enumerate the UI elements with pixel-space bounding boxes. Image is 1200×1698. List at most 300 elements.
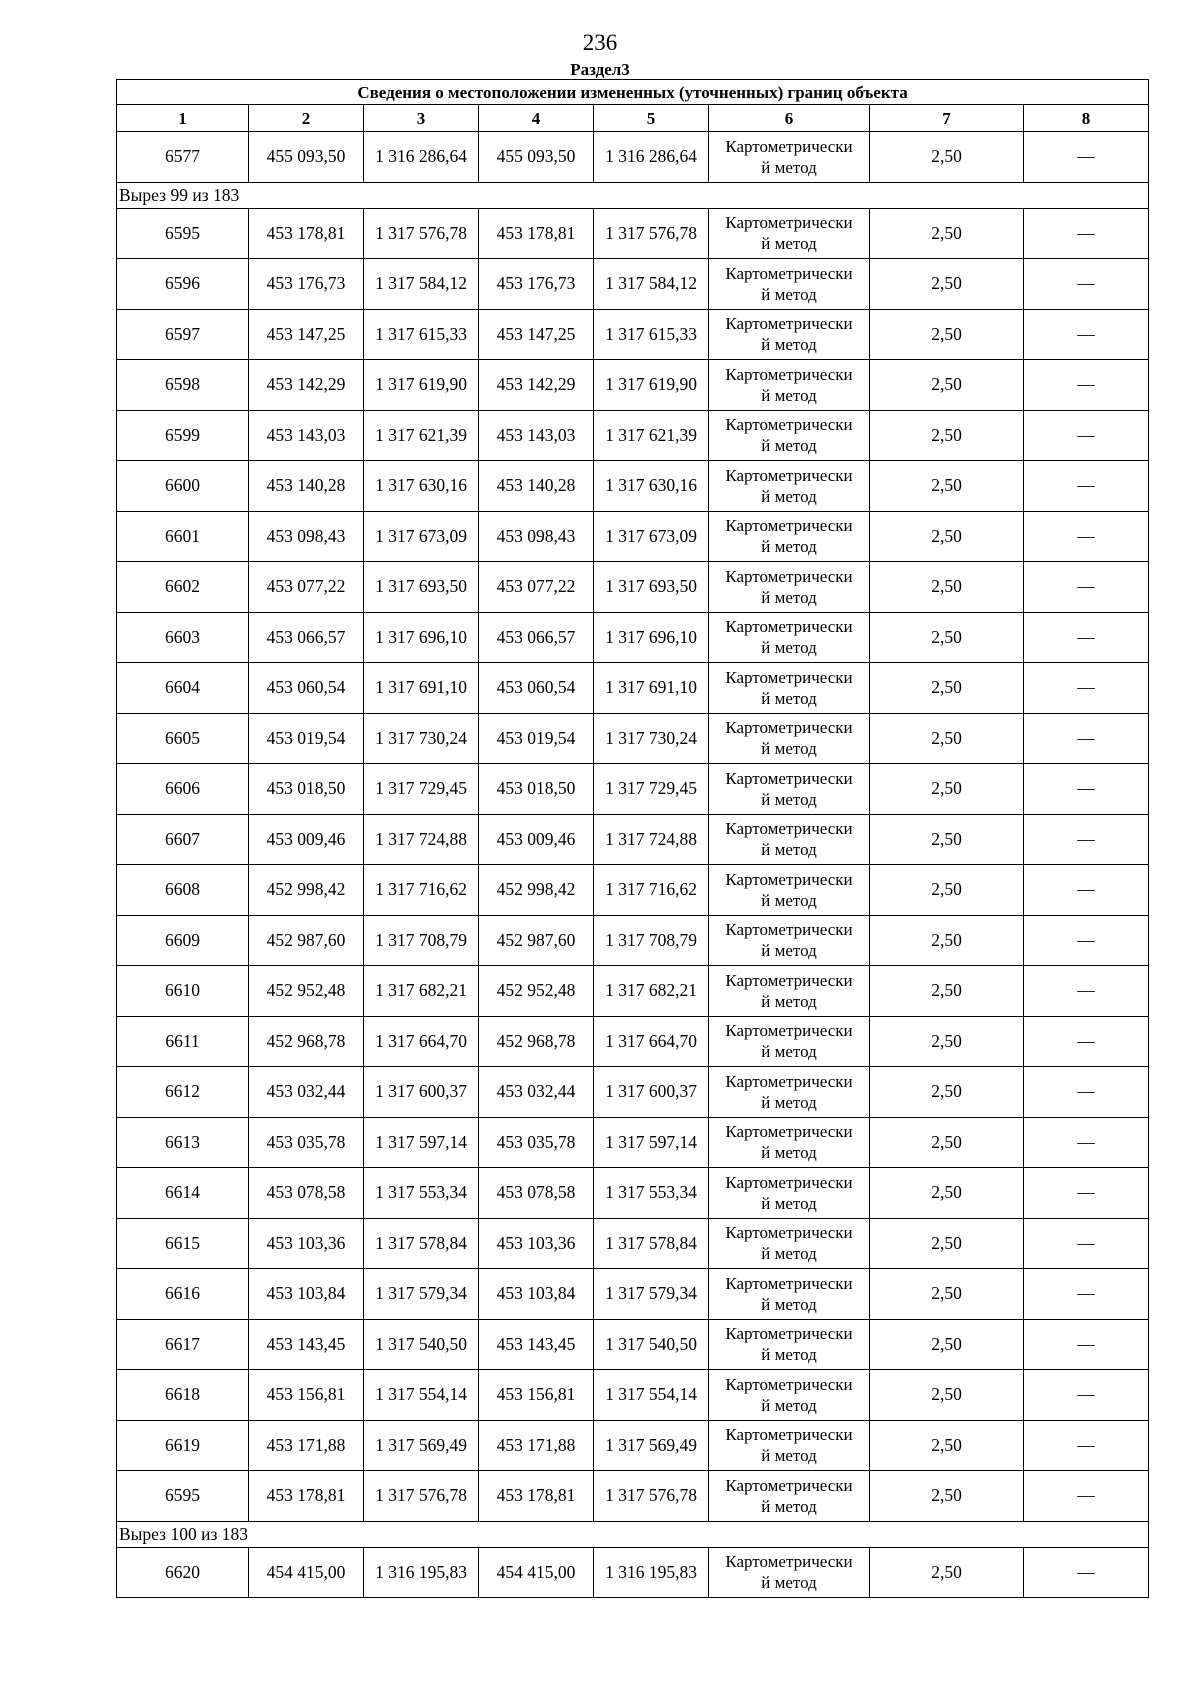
accuracy-cell: 2,50	[870, 132, 1024, 183]
method-text-line: Картометрически	[725, 136, 853, 156]
method-text-line: Картометрически	[725, 667, 853, 687]
method-text-line: й метод	[761, 1193, 817, 1213]
note-cell: —	[1024, 208, 1149, 259]
point-number-cell: 6612	[117, 1067, 249, 1118]
method-cell	[709, 1168, 870, 1219]
y-refined-cell: 1 317 621,39	[594, 410, 709, 461]
y-refined-cell: 1 316 286,64	[594, 132, 709, 183]
accuracy-cell: 2,50	[870, 562, 1024, 613]
method-cell	[709, 764, 870, 815]
point-number-cell: 6609	[117, 915, 249, 966]
table-row	[117, 410, 1149, 461]
table-row	[117, 1319, 1149, 1370]
table-row	[117, 1168, 1149, 1219]
x-refined-cell: 453 103,84	[479, 1269, 594, 1320]
accuracy-cell: 2,50	[870, 966, 1024, 1017]
table-row	[117, 259, 1149, 310]
y-existing-cell: 1 317 615,33	[364, 309, 479, 360]
method-cell	[709, 1269, 870, 1320]
y-existing-cell: 1 317 576,78	[364, 208, 479, 259]
note-cell: —	[1024, 360, 1149, 411]
method-cell	[709, 713, 870, 764]
x-existing-cell: 453 098,43	[249, 511, 364, 562]
y-existing-cell: 1 317 554,14	[364, 1370, 479, 1421]
x-refined-cell: 453 142,29	[479, 360, 594, 411]
point-number-cell: 6601	[117, 511, 249, 562]
x-existing-cell: 453 176,73	[249, 259, 364, 310]
accuracy-cell: 2,50	[870, 1218, 1024, 1269]
y-existing-cell: 1 317 540,50	[364, 1319, 479, 1370]
method-cell	[709, 562, 870, 613]
method-text-line: й метод	[761, 991, 817, 1011]
x-refined-cell: 452 952,48	[479, 966, 594, 1017]
x-existing-cell: 453 143,03	[249, 410, 364, 461]
note-cell: —	[1024, 865, 1149, 916]
point-number-cell: 6607	[117, 814, 249, 865]
point-number-cell: 6596	[117, 259, 249, 310]
y-refined-cell: 1 317 691,10	[594, 663, 709, 714]
y-refined-cell: 1 317 664,70	[594, 1016, 709, 1067]
method-text-line: й метод	[761, 587, 817, 607]
accuracy-cell: 2,50	[870, 1547, 1024, 1598]
method-text-line: Картометрически	[725, 1425, 853, 1445]
accuracy-cell: 2,50	[870, 461, 1024, 512]
method-cell	[709, 309, 870, 360]
y-refined-cell: 1 317 597,14	[594, 1117, 709, 1168]
point-number-cell: 6619	[117, 1420, 249, 1471]
method-text-line: Картометрически	[725, 768, 853, 788]
y-existing-cell: 1 316 195,83	[364, 1547, 479, 1598]
table-row	[117, 1471, 1149, 1522]
point-number-cell: 6613	[117, 1117, 249, 1168]
method-text-line: й метод	[761, 157, 817, 177]
note-cell: —	[1024, 713, 1149, 764]
table-caption-row	[117, 80, 1149, 105]
cutout-label: Вырез 99 из 183	[117, 182, 1149, 208]
method-cell	[709, 511, 870, 562]
method-cell	[709, 612, 870, 663]
point-number-cell: 6620	[117, 1547, 249, 1598]
y-refined-cell: 1 317 693,50	[594, 562, 709, 613]
x-refined-cell: 453 147,25	[479, 309, 594, 360]
x-existing-cell: 453 035,78	[249, 1117, 364, 1168]
x-refined-cell: 453 178,81	[479, 208, 594, 259]
x-existing-cell: 453 078,58	[249, 1168, 364, 1219]
point-number-cell: 6614	[117, 1168, 249, 1219]
method-text-line: Картометрически	[725, 970, 853, 990]
x-refined-cell: 455 093,50	[479, 132, 594, 183]
x-existing-cell: 453 178,81	[249, 208, 364, 259]
note-cell: —	[1024, 966, 1149, 1017]
y-existing-cell: 1 317 693,50	[364, 562, 479, 613]
table-row	[117, 865, 1149, 916]
note-cell: —	[1024, 132, 1149, 183]
column-number: 5	[594, 105, 709, 132]
point-number-cell: 6595	[117, 1471, 249, 1522]
method-text-line: й метод	[761, 1092, 817, 1112]
table-row	[117, 915, 1149, 966]
note-cell: —	[1024, 511, 1149, 562]
y-existing-cell: 1 317 621,39	[364, 410, 479, 461]
x-refined-cell: 453 103,36	[479, 1218, 594, 1269]
y-refined-cell: 1 317 724,88	[594, 814, 709, 865]
y-existing-cell: 1 317 600,37	[364, 1067, 479, 1118]
accuracy-cell: 2,50	[870, 208, 1024, 259]
y-refined-cell: 1 317 600,37	[594, 1067, 709, 1118]
table-row	[117, 713, 1149, 764]
table-row	[117, 1269, 1149, 1320]
method-cell	[709, 1218, 870, 1269]
method-cell	[709, 1420, 870, 1471]
y-existing-cell: 1 317 664,70	[364, 1016, 479, 1067]
method-text-line: й метод	[761, 1395, 817, 1415]
x-existing-cell: 452 998,42	[249, 865, 364, 916]
method-text-line: й метод	[761, 486, 817, 506]
x-existing-cell: 453 178,81	[249, 1471, 364, 1522]
method-text-line: Картометрически	[725, 920, 853, 940]
accuracy-cell: 2,50	[870, 309, 1024, 360]
column-number-row	[117, 105, 1149, 132]
accuracy-cell: 2,50	[870, 865, 1024, 916]
note-cell: —	[1024, 1117, 1149, 1168]
y-refined-cell: 1 317 682,21	[594, 966, 709, 1017]
y-existing-cell: 1 317 569,49	[364, 1420, 479, 1471]
point-number-cell: 6604	[117, 663, 249, 714]
accuracy-cell: 2,50	[870, 1117, 1024, 1168]
method-text-line: Картометрически	[725, 1475, 853, 1495]
x-refined-cell: 452 987,60	[479, 915, 594, 966]
x-existing-cell: 452 987,60	[249, 915, 364, 966]
note-cell: —	[1024, 309, 1149, 360]
x-existing-cell: 453 171,88	[249, 1420, 364, 1471]
method-cell	[709, 966, 870, 1017]
method-text-line: й метод	[761, 638, 817, 658]
method-text-line: Картометрически	[725, 1021, 853, 1041]
method-text-line: й метод	[761, 1446, 817, 1466]
method-text-line: Картометрически	[725, 819, 853, 839]
method-text-line: Картометрически	[725, 1324, 853, 1344]
method-cell	[709, 208, 870, 259]
method-cell	[709, 1117, 870, 1168]
x-refined-cell: 453 143,45	[479, 1319, 594, 1370]
accuracy-cell: 2,50	[870, 814, 1024, 865]
table-row	[117, 612, 1149, 663]
method-text-line: й метод	[761, 739, 817, 759]
accuracy-cell: 2,50	[870, 1168, 1024, 1219]
cutout-label: Вырез 100 из 183	[117, 1521, 1149, 1547]
method-cell	[709, 915, 870, 966]
accuracy-cell: 2,50	[870, 1067, 1024, 1118]
method-text-line: Картометрически	[725, 213, 853, 233]
point-number-cell: 6616	[117, 1269, 249, 1320]
point-number-cell: 6615	[117, 1218, 249, 1269]
y-existing-cell: 1 317 597,14	[364, 1117, 479, 1168]
x-refined-cell: 453 140,28	[479, 461, 594, 512]
accuracy-cell: 2,50	[870, 410, 1024, 461]
note-cell: —	[1024, 814, 1149, 865]
y-existing-cell: 1 317 682,21	[364, 966, 479, 1017]
y-existing-cell: 1 317 584,12	[364, 259, 479, 310]
note-cell: —	[1024, 1168, 1149, 1219]
x-existing-cell: 452 968,78	[249, 1016, 364, 1067]
table-row	[117, 1370, 1149, 1421]
method-cell	[709, 1319, 870, 1370]
method-text-line: Картометрически	[725, 617, 853, 637]
method-text-line: Картометрически	[725, 1273, 853, 1293]
table-row	[117, 764, 1149, 815]
method-text-line: й метод	[761, 688, 817, 708]
note-cell: —	[1024, 1370, 1149, 1421]
column-number: 6	[709, 105, 870, 132]
x-refined-cell: 453 019,54	[479, 713, 594, 764]
point-number-cell: 6618	[117, 1370, 249, 1421]
point-number-cell: 6600	[117, 461, 249, 512]
accuracy-cell: 2,50	[870, 612, 1024, 663]
method-text-line: й метод	[761, 1042, 817, 1062]
note-cell: —	[1024, 1319, 1149, 1370]
accuracy-cell: 2,50	[870, 713, 1024, 764]
column-number: 4	[479, 105, 594, 132]
method-text-line: Картометрически	[725, 1172, 853, 1192]
accuracy-cell: 2,50	[870, 1269, 1024, 1320]
y-refined-cell: 1 316 195,83	[594, 1547, 709, 1598]
column-number: 1	[117, 105, 249, 132]
method-text-line: Картометрически	[725, 364, 853, 384]
x-existing-cell: 453 143,45	[249, 1319, 364, 1370]
y-existing-cell: 1 317 691,10	[364, 663, 479, 714]
page-number: 236	[582, 30, 618, 55]
y-refined-cell: 1 317 576,78	[594, 1471, 709, 1522]
cutout-row	[117, 182, 1149, 208]
table-row	[117, 562, 1149, 613]
y-existing-cell: 1 317 619,90	[364, 360, 479, 411]
point-number-cell: 6610	[117, 966, 249, 1017]
table-row	[117, 208, 1149, 259]
method-cell	[709, 1547, 870, 1598]
accuracy-cell: 2,50	[870, 1319, 1024, 1370]
y-refined-cell: 1 317 708,79	[594, 915, 709, 966]
x-refined-cell: 453 178,81	[479, 1471, 594, 1522]
method-text-line: Картометрически	[725, 516, 853, 536]
table-row	[117, 1420, 1149, 1471]
y-existing-cell: 1 317 729,45	[364, 764, 479, 815]
method-cell	[709, 814, 870, 865]
method-cell	[709, 360, 870, 411]
y-existing-cell: 1 316 286,64	[364, 132, 479, 183]
x-refined-cell: 453 035,78	[479, 1117, 594, 1168]
method-text-line: Картометрически	[725, 1223, 853, 1243]
section-title: Раздел3	[570, 60, 630, 79]
method-text-line: Картометрически	[725, 869, 853, 889]
y-refined-cell: 1 317 579,34	[594, 1269, 709, 1320]
y-refined-cell: 1 317 576,78	[594, 208, 709, 259]
y-refined-cell: 1 317 569,49	[594, 1420, 709, 1471]
x-refined-cell: 453 156,81	[479, 1370, 594, 1421]
x-existing-cell: 453 140,28	[249, 461, 364, 512]
x-existing-cell: 453 103,84	[249, 1269, 364, 1320]
table-row	[117, 309, 1149, 360]
note-cell: —	[1024, 410, 1149, 461]
point-number-cell: 6595	[117, 208, 249, 259]
method-text-line: й метод	[761, 1345, 817, 1365]
method-cell	[709, 461, 870, 512]
method-text-line: й метод	[761, 840, 817, 860]
point-number-cell: 6577	[117, 132, 249, 183]
x-existing-cell: 453 009,46	[249, 814, 364, 865]
y-refined-cell: 1 317 696,10	[594, 612, 709, 663]
y-existing-cell: 1 317 696,10	[364, 612, 479, 663]
note-cell: —	[1024, 1471, 1149, 1522]
method-text-line: Картометрически	[725, 415, 853, 435]
method-text-line: Картометрически	[725, 465, 853, 485]
x-existing-cell: 454 415,00	[249, 1547, 364, 1598]
method-text-line: й метод	[761, 1294, 817, 1314]
y-existing-cell: 1 317 553,34	[364, 1168, 479, 1219]
method-text-line: й метод	[761, 789, 817, 809]
method-text-line: й метод	[761, 335, 817, 355]
method-text-line: й метод	[761, 537, 817, 557]
accuracy-cell: 2,50	[870, 663, 1024, 714]
y-existing-cell: 1 317 579,34	[364, 1269, 479, 1320]
point-number-cell: 6608	[117, 865, 249, 916]
column-number: 3	[364, 105, 479, 132]
y-refined-cell: 1 317 578,84	[594, 1218, 709, 1269]
x-refined-cell: 452 998,42	[479, 865, 594, 916]
method-text-line: Картометрически	[725, 1374, 853, 1394]
note-cell: —	[1024, 612, 1149, 663]
method-text-line: Картометрически	[725, 718, 853, 738]
x-existing-cell: 453 077,22	[249, 562, 364, 613]
method-cell	[709, 1370, 870, 1421]
method-cell	[709, 1471, 870, 1522]
y-existing-cell: 1 317 578,84	[364, 1218, 479, 1269]
point-number-cell: 6605	[117, 713, 249, 764]
accuracy-cell: 2,50	[870, 1370, 1024, 1421]
x-refined-cell: 454 415,00	[479, 1547, 594, 1598]
y-refined-cell: 1 317 584,12	[594, 259, 709, 310]
note-cell: —	[1024, 764, 1149, 815]
point-number-cell: 6598	[117, 360, 249, 411]
x-refined-cell: 453 171,88	[479, 1420, 594, 1471]
method-text-line: й метод	[761, 385, 817, 405]
note-cell: —	[1024, 663, 1149, 714]
note-cell: —	[1024, 915, 1149, 966]
x-existing-cell: 455 093,50	[249, 132, 364, 183]
accuracy-cell: 2,50	[870, 764, 1024, 815]
y-existing-cell: 1 317 673,09	[364, 511, 479, 562]
method-text-line: Картометрически	[725, 1071, 853, 1091]
table-row	[117, 1016, 1149, 1067]
method-text-line: Картометрически	[725, 263, 853, 283]
point-number-cell: 6602	[117, 562, 249, 613]
y-refined-cell: 1 317 553,34	[594, 1168, 709, 1219]
x-existing-cell: 453 060,54	[249, 663, 364, 714]
accuracy-cell: 2,50	[870, 1471, 1024, 1522]
table-row	[117, 663, 1149, 714]
x-refined-cell: 453 077,22	[479, 562, 594, 613]
y-refined-cell: 1 317 729,45	[594, 764, 709, 815]
point-number-cell: 6611	[117, 1016, 249, 1067]
x-refined-cell: 453 009,46	[479, 814, 594, 865]
method-cell	[709, 259, 870, 310]
y-refined-cell: 1 317 730,24	[594, 713, 709, 764]
y-refined-cell: 1 317 619,90	[594, 360, 709, 411]
method-text-line: й метод	[761, 436, 817, 456]
column-number: 8	[1024, 105, 1149, 132]
x-existing-cell: 453 142,29	[249, 360, 364, 411]
accuracy-cell: 2,50	[870, 1420, 1024, 1471]
boundary-coordinates-table	[116, 79, 1149, 1598]
x-refined-cell: 453 066,57	[479, 612, 594, 663]
point-number-cell: 6606	[117, 764, 249, 815]
x-refined-cell: 453 143,03	[479, 410, 594, 461]
method-cell	[709, 132, 870, 183]
y-refined-cell: 1 317 554,14	[594, 1370, 709, 1421]
method-text-line: й метод	[761, 1244, 817, 1264]
accuracy-cell: 2,50	[870, 1016, 1024, 1067]
note-cell: —	[1024, 1547, 1149, 1598]
x-refined-cell: 453 078,58	[479, 1168, 594, 1219]
note-cell: —	[1024, 1016, 1149, 1067]
note-cell: —	[1024, 1269, 1149, 1320]
y-refined-cell: 1 317 716,62	[594, 865, 709, 916]
x-refined-cell: 453 176,73	[479, 259, 594, 310]
method-text-line: Картометрически	[725, 314, 853, 334]
method-text-line: й метод	[761, 1573, 817, 1593]
table-row	[117, 360, 1149, 411]
accuracy-cell: 2,50	[870, 360, 1024, 411]
note-cell: —	[1024, 259, 1149, 310]
x-refined-cell: 453 060,54	[479, 663, 594, 714]
y-existing-cell: 1 317 716,62	[364, 865, 479, 916]
point-number-cell: 6617	[117, 1319, 249, 1370]
table-row	[117, 461, 1149, 512]
note-cell: —	[1024, 461, 1149, 512]
table-row	[117, 132, 1149, 183]
method-text-line: Картометрически	[725, 566, 853, 586]
x-existing-cell: 453 019,54	[249, 713, 364, 764]
method-text-line: й метод	[761, 234, 817, 254]
note-cell: —	[1024, 1218, 1149, 1269]
accuracy-cell: 2,50	[870, 259, 1024, 310]
accuracy-cell: 2,50	[870, 511, 1024, 562]
method-text-line: й метод	[761, 890, 817, 910]
x-existing-cell: 453 103,36	[249, 1218, 364, 1269]
note-cell: —	[1024, 1067, 1149, 1118]
table-row	[117, 511, 1149, 562]
x-refined-cell: 453 032,44	[479, 1067, 594, 1118]
x-refined-cell: 453 018,50	[479, 764, 594, 815]
x-existing-cell: 453 066,57	[249, 612, 364, 663]
x-existing-cell: 452 952,48	[249, 966, 364, 1017]
y-existing-cell: 1 317 708,79	[364, 915, 479, 966]
point-number-cell: 6599	[117, 410, 249, 461]
x-refined-cell: 453 098,43	[479, 511, 594, 562]
x-existing-cell: 453 156,81	[249, 1370, 364, 1421]
y-existing-cell: 1 317 630,16	[364, 461, 479, 512]
note-cell: —	[1024, 562, 1149, 613]
method-text-line: Картометрически	[725, 1122, 853, 1142]
y-existing-cell: 1 317 724,88	[364, 814, 479, 865]
y-existing-cell: 1 317 576,78	[364, 1471, 479, 1522]
note-cell: —	[1024, 1420, 1149, 1471]
method-cell	[709, 410, 870, 461]
y-refined-cell: 1 317 630,16	[594, 461, 709, 512]
y-refined-cell: 1 317 673,09	[594, 511, 709, 562]
method-text-line: й метод	[761, 1143, 817, 1163]
cutout-row	[117, 1521, 1149, 1547]
method-text-line: й метод	[761, 941, 817, 961]
